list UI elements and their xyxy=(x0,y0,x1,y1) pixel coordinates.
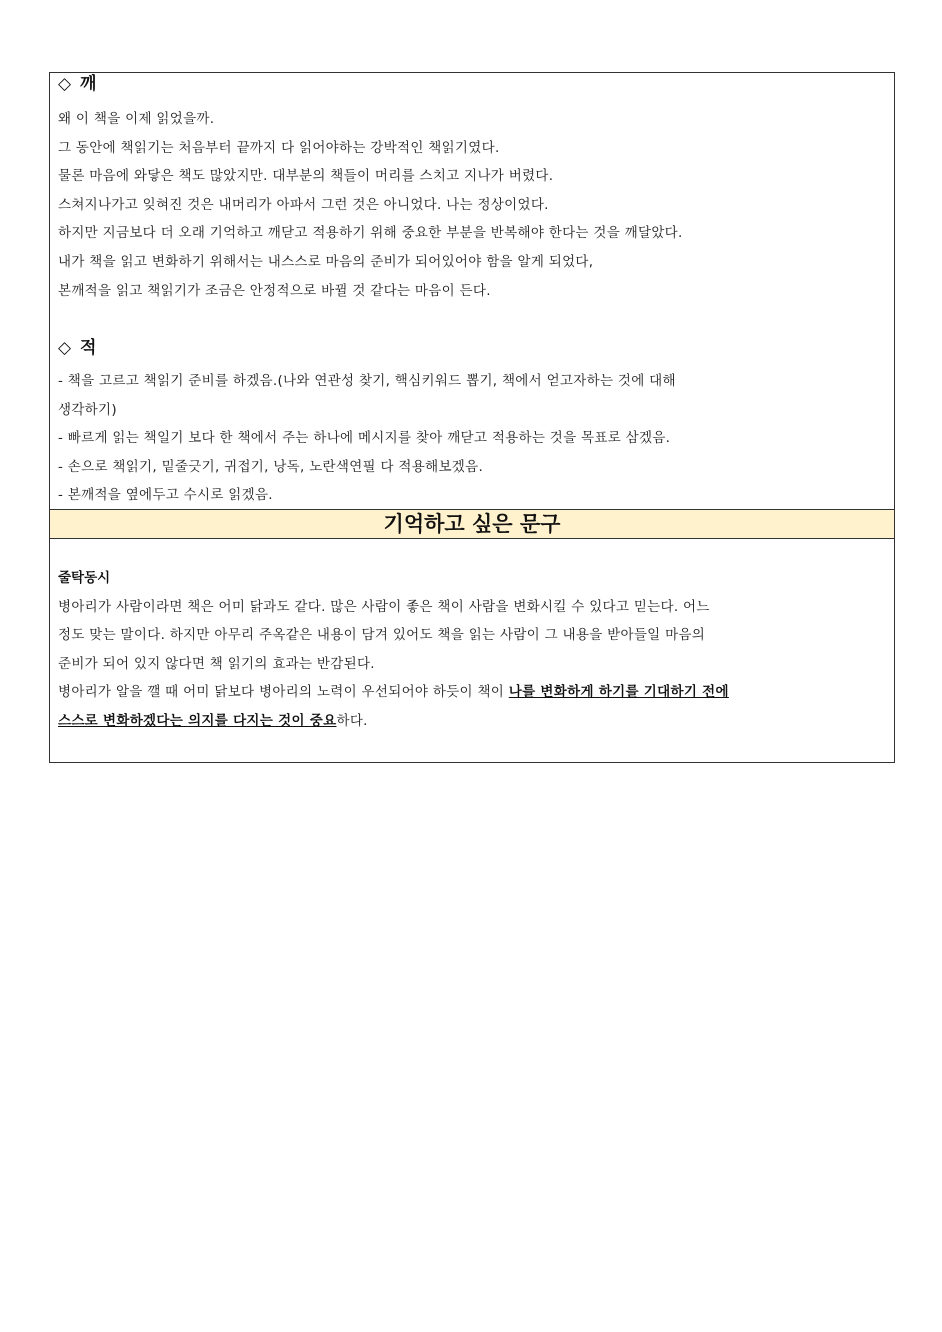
text-line: 물론 마음에 와닿은 책도 많았지만. 대부분의 책들이 머리를 스치고 지나가 버렸다. xyxy=(58,168,554,185)
quote-text: 병아리가 알을 깰 때 어미 닭보다 병아리의 노력이 우선되어야 하듯이 책이 xyxy=(58,684,509,701)
text-line: 준비가 되어 있지 않다면 책 읽기의 효과는 반감된다. xyxy=(58,655,375,672)
text-line: 스쳐지나가고 잊혀진 것은 내머리가 아파서 그런 것은 아니었다. 나는 정상이었다. xyxy=(58,196,549,213)
quote-section xyxy=(58,564,886,736)
text-line: 하지만 지금보다 더 오래 기억하고 깨닫고 적용하기 위해 중요한 부분을 반복해야 한다는 것을 깨달았다. xyxy=(58,225,683,242)
text-line: - 손으로 책읽기, 밑줄긋기, 귀접기, 낭독, 노란색연필 다 적용해보겠음. xyxy=(58,458,484,475)
diamond-icon: ◇ xyxy=(58,74,72,94)
text-line: 그 동안에 책읽기는 처음부터 끝까지 다 읽어야하는 강박적인 책읽기였다. xyxy=(58,139,500,156)
section-apply-title: 적 xyxy=(80,338,97,358)
text-line: 본깨적을 읽고 책읽기가 조금은 안정적으로 바뀔 것 같다는 마음이 든다. xyxy=(58,282,491,299)
reflection-table xyxy=(49,72,895,763)
section-realize-heading xyxy=(58,73,886,95)
section-realize-title: 깨 xyxy=(80,74,97,94)
diamond-icon: ◇ xyxy=(58,338,72,358)
text-line: - 빠르게 읽는 책일기 보다 한 책에서 주는 하나에 메시지를 찾아 깨닫고 적용하는 것을 목표로 삼겠음. xyxy=(58,430,671,447)
memorable-phrase-banner: 기억하고 싶은 문구 xyxy=(50,509,894,539)
quote-text: 하다. xyxy=(336,712,368,729)
section-realize xyxy=(58,73,886,305)
section-apply xyxy=(58,337,886,510)
underlined-emphasis: 스스로 변화하겠다는 의지를 다지는 것이 중요 xyxy=(58,712,337,729)
text-line: - 책을 고르고 책읽기 준비를 하겠음.(나와 연관성 찾기, 핵심키워드 뽑기, 책에서 얻고자하는 것에 대해 xyxy=(58,373,676,389)
underlined-emphasis: 나를 변화하게 하기를 기대하기 전에 xyxy=(508,684,729,701)
section-apply-heading xyxy=(58,337,886,359)
text-line: 병아리가 사람이라면 책은 어미 닭과도 같다. 많은 사람이 좋은 책이 사람을 변화시킬 수 있다고 믿는다. 어느 xyxy=(58,598,710,615)
text-line: 정도 맞는 말이다. 하지만 아무리 주옥같은 내용이 담겨 있어도 책을 읽는 사람이 그 내용을 받아들일 마음의 xyxy=(58,627,706,644)
text-line: 생각하기) xyxy=(58,401,117,418)
quote-subtitle: 줄탁동시 xyxy=(58,570,111,586)
text-line xyxy=(58,678,886,707)
text-line xyxy=(58,707,886,736)
text-line: 왜 이 책을 이제 읽었을까. xyxy=(58,111,215,127)
text-line: - 본깨적을 옆에두고 수시로 읽겠음. xyxy=(58,487,273,504)
text-line: 내가 책을 읽고 변화하기 위해서는 내스스로 마음의 준비가 되어있어야 함을 알게 되었다, xyxy=(58,253,594,270)
